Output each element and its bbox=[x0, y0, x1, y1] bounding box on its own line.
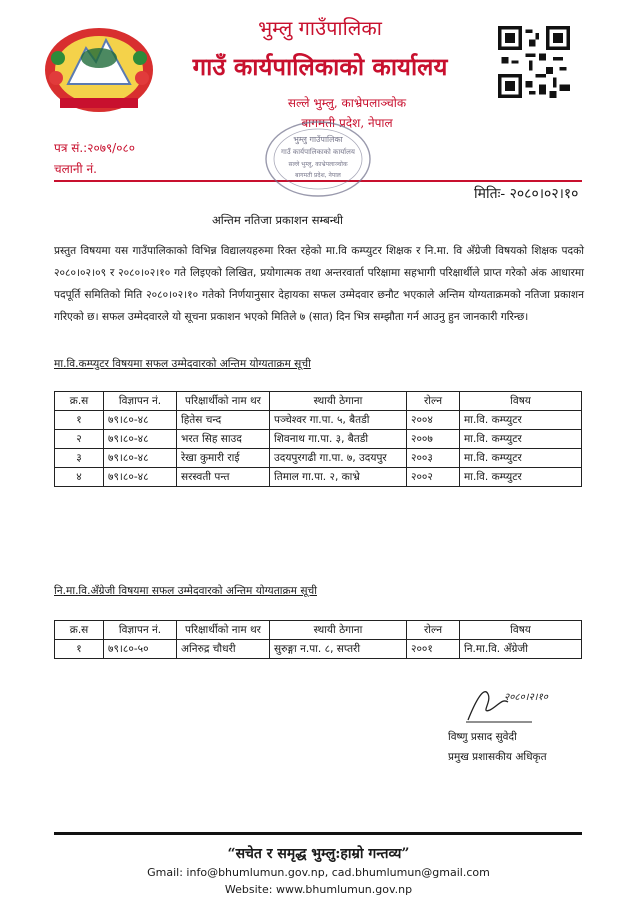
col-header-advert-no: विज्ञापन नं. bbox=[104, 621, 177, 640]
cell-serial: ४ bbox=[55, 468, 104, 487]
table-row bbox=[55, 449, 582, 468]
office-name: भुम्लु गाउँपालिका bbox=[258, 16, 382, 40]
cell-roll: २००२ bbox=[407, 468, 460, 487]
cell-address: तिमाल गा.पा. २, काभ्रे bbox=[270, 468, 407, 487]
reference-number: पत्र सं.:२०७९/०८० bbox=[54, 141, 135, 155]
footer-website: Website: www.bhumlumun.gov.np bbox=[224, 883, 413, 896]
cell-name: भरत सिह साउद bbox=[177, 430, 270, 449]
cell-address: शिवनाथ गा.पा. ३, बैतडी bbox=[270, 430, 407, 449]
cell-subject: मा.वि. कम्प्युटर bbox=[460, 468, 582, 487]
cell-address: सुरुङ्गा न.पा. ८, सप्तरी bbox=[270, 640, 407, 659]
section-1-heading: मा.वि.कम्प्युटर विषयमा सफल उम्मेदवारको अन्तिम योग्यताक्रम सूची bbox=[54, 358, 311, 370]
cell-advert-no: ७९।८०-४८ bbox=[104, 468, 177, 487]
cell-serial: १ bbox=[55, 640, 104, 659]
cell-advert-no: ७९।८०-४८ bbox=[104, 430, 177, 449]
col-header-roll: रोल्न bbox=[407, 392, 460, 411]
cell-name: सरस्वती पन्त bbox=[177, 468, 270, 487]
office-stamp bbox=[262, 118, 374, 200]
table-row bbox=[55, 430, 582, 449]
cell-roll: २००७ bbox=[407, 430, 460, 449]
cell-serial: २ bbox=[55, 430, 104, 449]
table-row bbox=[55, 411, 582, 430]
section-2-heading: नि.मा.वि.अँग्रेजी विषयमा सफल उम्मेदवारको अन्तिम योग्यताक्रम सूची bbox=[54, 585, 317, 597]
cell-advert-no: ७९।८०-४८ bbox=[104, 449, 177, 468]
signer-name: विष्णु प्रसाद सुवेदी bbox=[448, 731, 517, 743]
footer-motto: “सचेत र समृद्ध भुम्लु:हाम्रो गन्तव्य” bbox=[227, 846, 410, 862]
cell-advert-no: ७९।८०-४८ bbox=[104, 411, 177, 430]
cell-serial: १ bbox=[55, 411, 104, 430]
stamp-text-top: भुम्लु गाउँपालिका bbox=[293, 135, 343, 144]
table-row bbox=[55, 468, 582, 487]
cell-subject: नि.मा.वि. अँग्रेजी bbox=[460, 640, 582, 659]
col-header-advert-no: विज्ञापन नं. bbox=[104, 392, 177, 411]
stamp-text-low: सल्ले भुम्लु, काभ्रेपलाञ्चोक bbox=[288, 161, 348, 168]
results-table-english bbox=[54, 620, 582, 659]
address-line-1: सल्ले भुम्लु, काभ्रेपलाञ्चोक bbox=[287, 96, 407, 110]
letter-date: मितिः- २०८०।०२।१० bbox=[474, 186, 579, 202]
footer-divider bbox=[54, 832, 582, 835]
address-line-2: बागमती प्रदेश, नेपाल bbox=[301, 116, 393, 130]
col-header-name: परिक्षार्थीको नाम थर bbox=[177, 621, 270, 640]
cell-roll: २००४ bbox=[407, 411, 460, 430]
col-header-subject: विषय bbox=[460, 621, 582, 640]
handwritten-signature bbox=[462, 680, 552, 725]
col-header-address: स्थायी ठेगाना bbox=[270, 392, 407, 411]
cell-name: अनिरुद्र चौधरी bbox=[177, 640, 270, 659]
nepal-emblem-icon bbox=[38, 18, 160, 118]
cell-subject: मा.वि. कम्प्युटर bbox=[460, 449, 582, 468]
qr-code-icon bbox=[498, 26, 570, 98]
table-header-row bbox=[55, 392, 582, 411]
table-header-row bbox=[55, 621, 582, 640]
col-header-roll: रोल्न bbox=[407, 621, 460, 640]
cell-name: रेखा कुमारी राई bbox=[177, 449, 270, 468]
dispatch-number: चलानी नं. bbox=[54, 162, 97, 176]
cell-subject: मा.वि. कम्प्युटर bbox=[460, 411, 582, 430]
col-header-name: परिक्षार्थीको नाम थर bbox=[177, 392, 270, 411]
office-title: गाउँ कार्यपालिकाको कार्यालय bbox=[192, 52, 448, 81]
signer-title: प्रमुख प्रशासकीय अधिकृत bbox=[448, 751, 547, 763]
cell-name: हितेस चन्द bbox=[177, 411, 270, 430]
table-row bbox=[55, 640, 582, 659]
col-header-address: स्थायी ठेगाना bbox=[270, 621, 407, 640]
cell-address: उदयपुरगढी गा.पा. ७, उदयपुर bbox=[270, 449, 407, 468]
col-header-serial: क्र.स bbox=[55, 392, 104, 411]
col-header-serial: क्र.स bbox=[55, 621, 104, 640]
letter-body: प्रस्तुत विषयमा यस गाउँपालिकाको विभिन्न विद्यालयहरुमा रिक्त रहेको मा.वि कम्प्युटर शिक्षक र नि.मा. वि अँग्रेजी विषयको शिक्षक पदको २०८०।०२।०९ र २०८०।०२।१० गते लिइएको लिखित, प्रयोगात्मक तथा अन्तरवार्ता परिक्षामा सहभागी परिक्षार्थीले प्राप्त गरेको अंक आधारमा पदपूर्ति समितिको मिति २०८०।०२।१० गतेको निर्णयानुसार देहायका सफल उम्मेदवार छनौट भएकाले अन्तिम योग्यताक्रमको नतिजा प्रकाशन गरिएको छ। सफल उम्मेदवारले यो सूचना प्रकाशन भएको मितिले ७ (सात) दिन भित्र सम्झौता गर्न आउनु हुन जानकारी गरिन्छ। bbox=[54, 245, 584, 323]
stamp-text-middle: गाउँ कार्यपालिकाको कार्यालय bbox=[281, 148, 355, 156]
footer-email: Gmail: info@bhumlumun.gov.np, cad.bhumlumun@gmail.com bbox=[147, 866, 490, 879]
cell-roll: २००३ bbox=[407, 449, 460, 468]
cell-roll: २००१ bbox=[407, 640, 460, 659]
cell-serial: ३ bbox=[55, 449, 104, 468]
stamp-text-bottom: बागमती प्रदेश, नेपाल bbox=[295, 172, 341, 179]
cell-advert-no: ७९।८०-५० bbox=[104, 640, 177, 659]
col-header-subject: विषय bbox=[460, 392, 582, 411]
letter-subject: अन्तिम नतिजा प्रकाशन सम्बन्धी bbox=[212, 213, 344, 227]
results-table-computer bbox=[54, 391, 582, 487]
cell-address: पञ्चेश्वर गा.पा. ५, बैतडी bbox=[270, 411, 407, 430]
signature-date: २०८०।२।१० bbox=[504, 692, 548, 703]
cell-subject: मा.वि. कम्प्युटर bbox=[460, 430, 582, 449]
